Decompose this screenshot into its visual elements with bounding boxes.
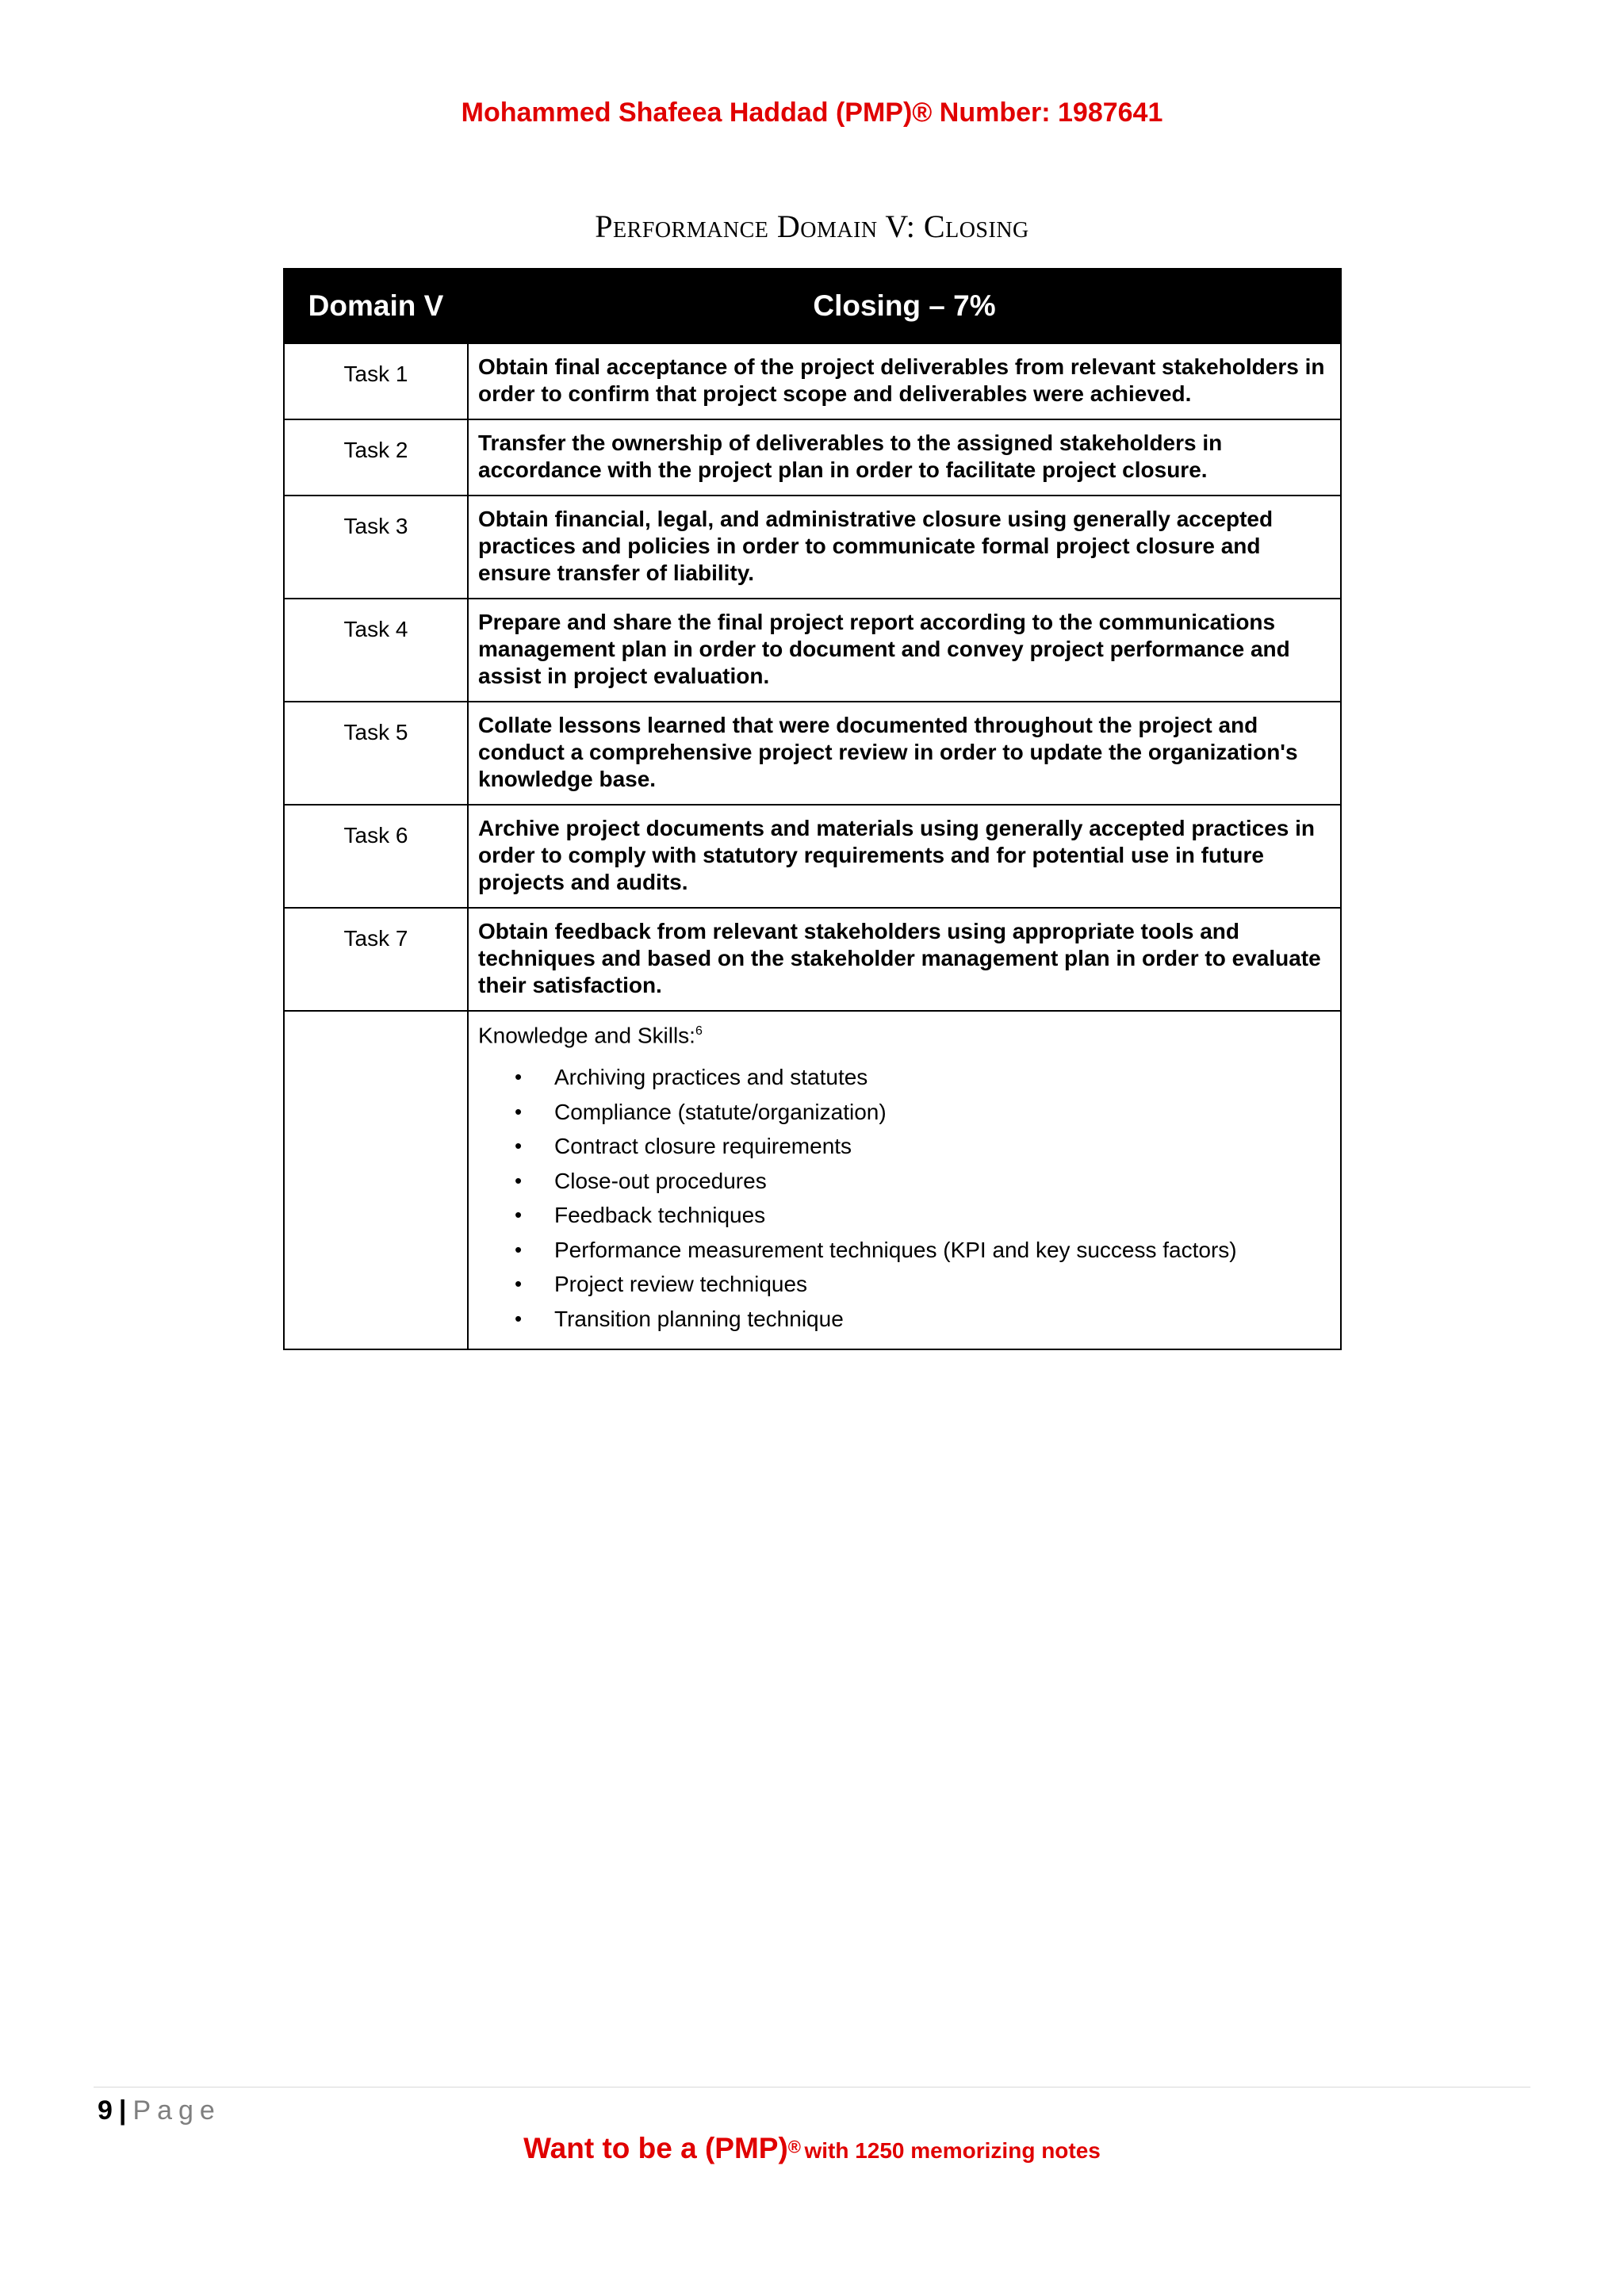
- task-label: Task 4: [284, 599, 468, 702]
- page-header: Mohammed Shafeea Haddad (PMP)® Number: 1987641: [461, 98, 1163, 128]
- knowledge-skills-cell: [468, 1011, 1341, 1349]
- knowledge-skills-title: [478, 1018, 1332, 1049]
- list-item: [515, 1129, 1332, 1164]
- domain-table: [283, 268, 1342, 1350]
- empty-cell: [284, 1011, 468, 1349]
- list-item: [515, 1095, 1332, 1130]
- table-row: [284, 419, 1341, 496]
- task-label: Task 2: [284, 419, 468, 496]
- table-row: [284, 343, 1341, 419]
- task-label: Task 5: [284, 702, 468, 805]
- list-item: [515, 1198, 1332, 1233]
- footer-tagline: [0, 2132, 1624, 2165]
- list-item-text: Feedback techniques: [554, 1203, 766, 1228]
- bullet-icon: •: [515, 1237, 523, 1261]
- task-description: Obtain feedback from relevant stakeholders using appropriate tools and techniques and based on the stakeholder management plan in order to evaluate their satisfaction.: [468, 908, 1341, 1011]
- header-domain: Domain V: [284, 269, 468, 343]
- table-row: [284, 496, 1341, 599]
- knowledge-row: [284, 1011, 1341, 1349]
- bullet-icon: •: [515, 1134, 523, 1158]
- task-label: Task 3: [284, 496, 468, 599]
- page-number-separator: |: [118, 2095, 127, 2126]
- header-closing: Closing – 7%: [468, 269, 1341, 343]
- table-row: [284, 805, 1341, 908]
- knowledge-skills-heading: Knowledge and Skills:: [478, 1023, 695, 1048]
- tagline-main: Want to be a (PMP): [523, 2132, 788, 2164]
- bullet-icon: •: [515, 1168, 523, 1192]
- document-title: Performance Domain V: Closing: [595, 209, 1029, 244]
- table-row: [284, 599, 1341, 702]
- task-label: Task 1: [284, 343, 468, 419]
- bullet-icon: •: [515, 1099, 523, 1123]
- task-description: Obtain financial, legal, and administrative closure using generally accepted practices and policies in order to communicate formal project closure and ensure transfer of liability.: [468, 496, 1341, 599]
- page-word: Page: [132, 2095, 221, 2126]
- page-number-value: 9: [98, 2095, 113, 2126]
- list-item: [515, 1233, 1332, 1268]
- task-description: Prepare and share the final project report according to the communications management plan in order to document and convey project performance and assist in project evaluation.: [468, 599, 1341, 702]
- list-item: [515, 1164, 1332, 1199]
- bullet-icon: •: [515, 1306, 523, 1330]
- task-description: Transfer the ownership of deliverables to the assigned stakeholders in accordance with the project plan in order to facilitate project closure.: [468, 419, 1341, 496]
- bullet-icon: •: [515, 1065, 523, 1089]
- bullet-icon: •: [515, 1272, 523, 1296]
- table-row: [284, 702, 1341, 805]
- list-item: [515, 1267, 1332, 1302]
- registered-mark: ®: [787, 2137, 801, 2157]
- task-description: Collate lessons learned that were documented throughout the project and conduct a comprehensive project review in order to update the organization's knowledge base.: [468, 702, 1341, 805]
- page-number: [98, 2095, 221, 2126]
- list-item-text: Compliance (statute/organization): [554, 1099, 887, 1124]
- list-item-text: Contract closure requirements: [554, 1134, 852, 1159]
- list-item-text: Performance measurement techniques (KPI and key success factors): [554, 1237, 1237, 1262]
- task-description: Obtain final acceptance of the project deliverables from relevant stakeholders in order to confirm that project scope and deliverables were achieved.: [468, 343, 1341, 419]
- list-item-text: Project review techniques: [554, 1272, 808, 1297]
- footnote-marker: 6: [695, 1024, 703, 1038]
- list-item: [515, 1302, 1332, 1337]
- knowledge-skills-list: [478, 1060, 1332, 1336]
- list-item: [515, 1060, 1332, 1095]
- list-item-text: Transition planning technique: [554, 1306, 844, 1331]
- table-row: [284, 908, 1341, 1011]
- task-label: Task 6: [284, 805, 468, 908]
- tagline-small: with 1250 memorizing notes: [804, 2138, 1101, 2163]
- list-item-text: Close-out procedures: [554, 1168, 767, 1193]
- task-description: Archive project documents and materials using generally accepted practices in order to comply with statutory requirements and for potential use in future projects and audits.: [468, 805, 1341, 908]
- list-item-text: Archiving practices and statutes: [554, 1065, 868, 1090]
- task-label: Task 7: [284, 908, 468, 1011]
- bullet-icon: •: [515, 1203, 523, 1227]
- table-header-row: [284, 269, 1341, 343]
